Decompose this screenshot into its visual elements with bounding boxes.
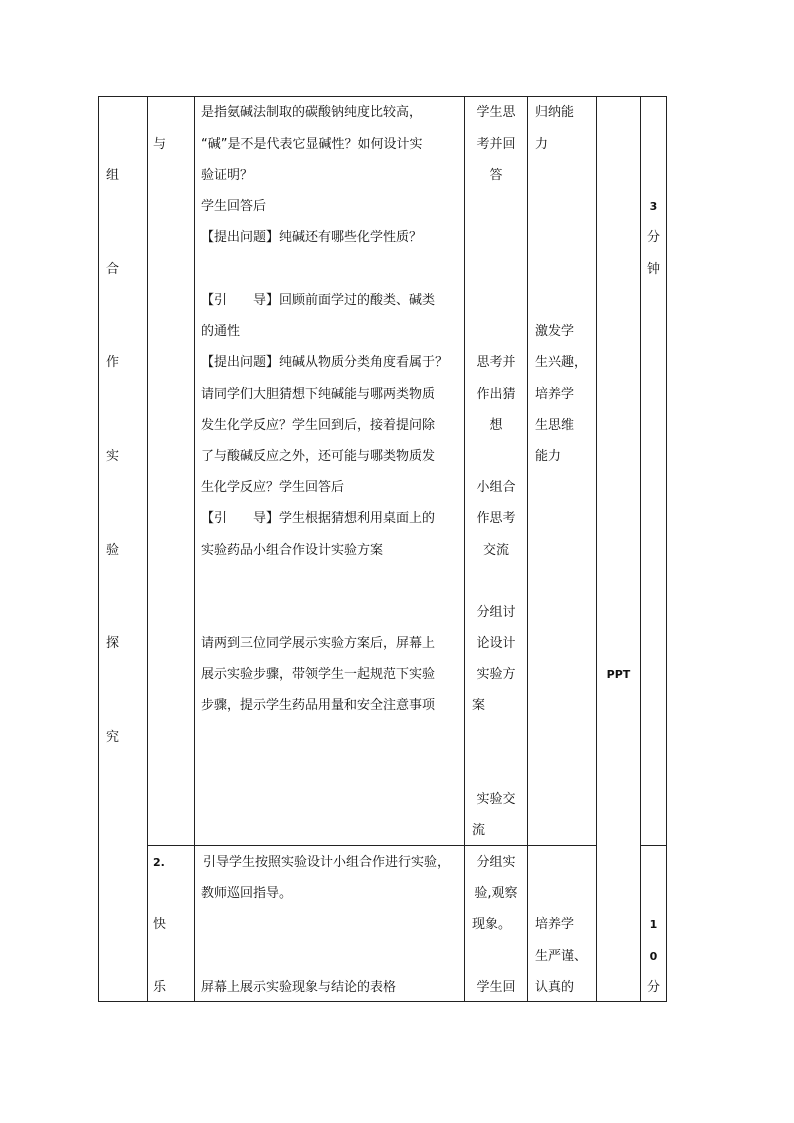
section-char: 组 [106, 168, 120, 183]
time-char: 分 [646, 230, 660, 245]
step-char: 快 [153, 917, 167, 932]
teacher-line: 请同学们大胆猜想下纯碱能与哪两类物质 [201, 387, 436, 402]
teacher-line: 【引 导】学生根据猜想利用桌面上的 [201, 511, 436, 526]
student-line: 学生回 [476, 980, 516, 995]
section-char: 作 [106, 355, 120, 370]
teacher-line: 了与酸碱反应之外，还可能与哪类物质发 [201, 449, 436, 464]
student-line: 答 [489, 168, 503, 183]
teacher-line: 实验药品小组合作设计实验方案 [201, 543, 384, 558]
student-line: 思考并 [476, 355, 516, 370]
teacher-line: 步骤，提示学生药品用量和安全注意事项 [201, 698, 436, 713]
student-line: 分组实 [476, 855, 516, 870]
teacher-line: 引导学生按照实验设计小组合作进行实验， [203, 855, 451, 870]
media-label: PPT [606, 668, 631, 681]
time-char: 3 [649, 200, 658, 213]
student-line: 学生思 [476, 105, 516, 120]
table-bottom-border [98, 1001, 667, 1002]
teacher-line: 学生回答后 [201, 199, 267, 214]
teacher-line: 【提出问题】纯碱还有哪些化学性质？ [201, 230, 423, 245]
col-line-5 [527, 96, 528, 1002]
time-char: 分 [646, 980, 660, 995]
teacher-line: 生化学反应？学生回答后 [201, 480, 345, 495]
teacher-line: 展示实验步骤，带领学生一起规范下实验 [201, 667, 436, 682]
teacher-line: 【提出问题】纯碱从物质分类角度看属于？ [201, 355, 449, 370]
section-char: 验 [106, 543, 120, 558]
student-line: 实验方 [476, 667, 516, 682]
student-line: 作出猜 [476, 387, 516, 402]
col-line-8 [666, 96, 667, 1002]
teacher-line: 是指氨碱法制取的碳酸钠纯度比较高， [201, 105, 423, 120]
section-char: 实 [106, 449, 120, 464]
student-line: 分组讨 [476, 605, 516, 620]
col-line-3 [194, 96, 195, 1002]
intent-line: 生严谨、 [535, 949, 588, 964]
teacher-line: 教师巡回指导。 [201, 886, 293, 901]
intent-line: 认真的 [535, 980, 575, 995]
section-char: 合 [106, 262, 120, 277]
intent-line: 培养学 [535, 387, 575, 402]
teacher-line: 请两到三位同学展示实验方案后，屏幕上 [201, 636, 436, 651]
teacher-line: “碱”是不是代表它显碱性？如何设计实 [201, 137, 423, 152]
student-line: 流 [472, 823, 486, 838]
section-char: 究 [106, 730, 120, 745]
row-divider-time [640, 845, 667, 846]
student-line: 验,观察 [474, 886, 518, 901]
teacher-line: 验证明？ [201, 168, 254, 183]
col-line-1 [98, 96, 99, 1002]
step-number: 2. [153, 856, 165, 869]
student-line: 小组合 [476, 480, 516, 495]
student-line: 实验交 [476, 792, 516, 807]
col-line-2 [147, 96, 148, 1002]
step-label: 与 [153, 137, 167, 152]
intent-line: 生兴趣， [535, 355, 588, 370]
intent-line: 生思维 [535, 418, 575, 433]
section-char: 探 [106, 636, 120, 651]
student-line: 案 [472, 698, 486, 713]
table-top-border [98, 96, 667, 97]
student-line: 现象。 [472, 917, 512, 932]
time-char: 0 [649, 950, 658, 963]
row-divider [147, 845, 597, 846]
col-line-4 [464, 96, 465, 1002]
intent-line: 力 [535, 137, 549, 152]
intent-line: 激发学 [535, 324, 575, 339]
intent-line: 能力 [535, 449, 562, 464]
student-line: 作思考 [476, 511, 516, 526]
teacher-line: 发生化学反应？学生回到后，接着提问除 [201, 418, 436, 433]
teacher-line: 屏幕上展示实验现象与结论的表格 [201, 980, 397, 995]
intent-line: 归纳能 [535, 105, 575, 120]
step-char: 乐 [153, 980, 167, 995]
student-line: 考并回 [476, 137, 516, 152]
teacher-line: 【引 导】回顾前面学过的酸类、碱类 [201, 293, 436, 308]
intent-line: 培养学 [535, 917, 575, 932]
teacher-line: 的通性 [201, 324, 241, 339]
student-line: 论设计 [476, 636, 516, 651]
student-line: 想 [489, 418, 503, 433]
student-line: 交流 [482, 543, 509, 558]
time-char: 钟 [646, 262, 660, 277]
time-char: 1 [649, 918, 658, 931]
col-line-6 [596, 96, 597, 1002]
